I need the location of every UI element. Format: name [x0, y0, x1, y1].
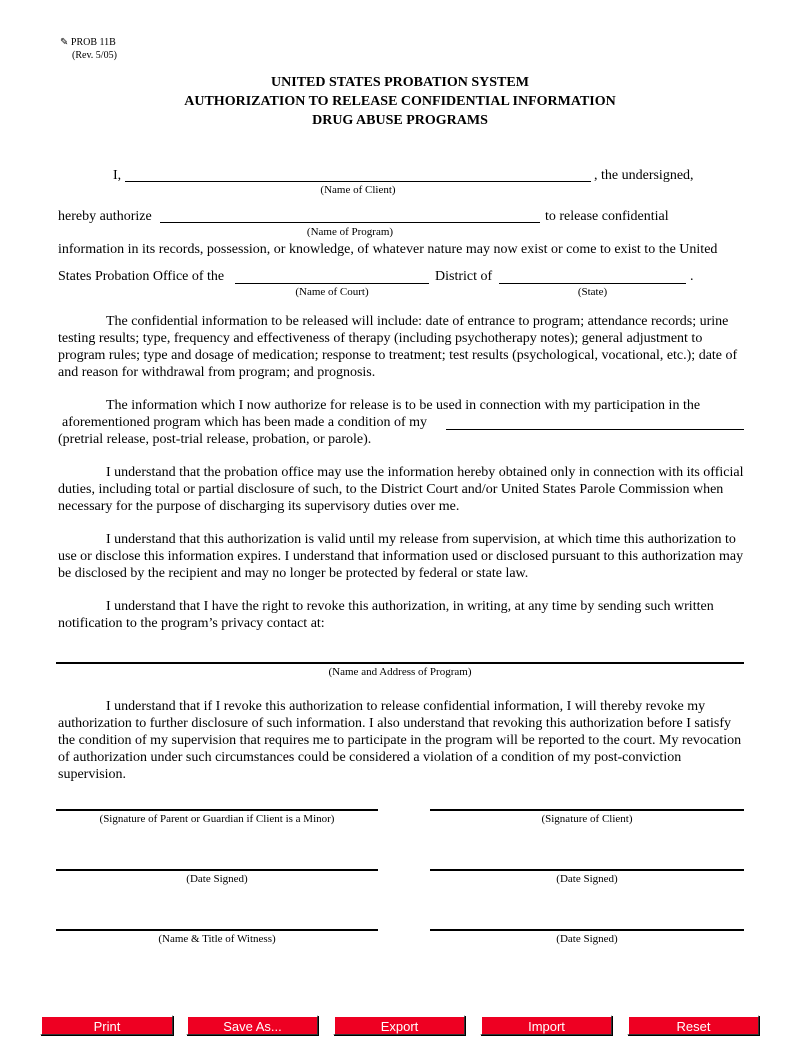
court-name-caption: (Name of Court): [295, 286, 369, 298]
paragraph-probation-use: I understand that the probation office may use the information hereby obtained only in connection with its official duties, including total or partial disclosure of such, to the District Court and/or United States Parole Commission when necessary for the purpose of discharging its supervisory duties over me.: [58, 465, 744, 514]
to-release-label: to release confidential: [545, 209, 669, 224]
program-address-field[interactable]: [56, 662, 744, 664]
date-signed-right-caption: (Date Signed): [556, 873, 618, 885]
paragraph-condition: aforementioned program which has been made a condition of my: [62, 415, 428, 430]
date-signed-left-field[interactable]: [56, 869, 378, 871]
print-button[interactable]: Print: [40, 1015, 173, 1035]
save-as-button[interactable]: Save As...: [186, 1015, 318, 1035]
paragraph-authorize-use: The information which I now authorize for release is to be used in connection with my participation in the: [106, 398, 701, 413]
parent-signature-field[interactable]: [56, 809, 378, 811]
court-name-field[interactable]: [235, 283, 429, 284]
date-signed-left-caption: (Date Signed): [186, 873, 248, 885]
witness-caption: (Name & Title of Witness): [158, 933, 276, 945]
title-line-3: DRUG ABUSE PROGRAMS: [312, 113, 488, 128]
state-field[interactable]: [499, 283, 686, 284]
undersigned-label: , the undersigned,: [594, 168, 694, 183]
information-text: information in its records, possession, or knowledge, of whatever nature may now exist or come to exist to the United: [58, 242, 718, 257]
client-signature-field[interactable]: [430, 809, 744, 811]
form-id: ✎ PROB 11B (Rev. 5/05): [60, 37, 117, 61]
client-signature-caption: (Signature of Client): [541, 813, 633, 825]
export-button[interactable]: Export: [333, 1015, 465, 1035]
paragraph-information-released: The confidential information to be released will include: date of entrance to program; attendance records; urine testing results; type, frequency and effectiveness of therapy (including psychotherapy notes); general adjustment to program rules; type and dosage of medication; response to treatment; test results (psychological, vocational, etc.); date of and reason for withdrawal from program; and prognosis.: [58, 314, 738, 380]
reset-button[interactable]: Reset: [627, 1015, 759, 1035]
parent-signature-caption: (Signature of Parent or Guardian if Client is a Minor): [99, 813, 335, 825]
client-name-field[interactable]: [125, 181, 591, 182]
witness-date-field[interactable]: [430, 929, 744, 931]
probation-office-label: States Probation Office of the: [58, 269, 225, 284]
program-name-field[interactable]: [160, 222, 540, 223]
client-name-caption: (Name of Client): [320, 184, 396, 196]
title-line-1: UNITED STATES PROBATION SYSTEM: [271, 75, 529, 90]
title-line-2: AUTHORIZATION TO RELEASE CONFIDENTIAL INFORMATION: [184, 94, 616, 109]
period: .: [690, 269, 694, 284]
paragraph-condition-options: (pretrial release, post-trial release, probation, or parole).: [58, 432, 372, 447]
program-address-caption: (Name and Address of Program): [328, 666, 472, 678]
import-button[interactable]: Import: [480, 1015, 612, 1035]
pencil-icon: ✎: [60, 37, 69, 48]
state-caption: (State): [577, 286, 608, 298]
date-signed-right-field[interactable]: [430, 869, 744, 871]
paragraph-validity: I understand that this authorization is valid until my release from supervision, at which time this authorization to use or disclose this information expires. I understand that information used or disclosed pursuant to this authorization may be disclosed by the recipient and may no longer be protected by federal or state law.: [58, 532, 744, 581]
paragraph-revocation: I understand that if I revoke this authorization to release confidential information, I will thereby revoke my authorization to further disclosure of such information. I also understand that revoking this authorization before I satisfy the condition of my supervision that requires me to participate in the program will be reported to the court. My revocation of authorization under such circumstances could be considered a violation of a condition of my post-conviction supervision.: [58, 699, 742, 782]
program-name-caption: (Name of Program): [306, 226, 394, 238]
district-of-label: District of: [435, 269, 493, 284]
hereby-authorize-label: hereby authorize: [58, 209, 152, 224]
witness-field[interactable]: [56, 929, 378, 931]
i-label: I,: [113, 168, 122, 183]
condition-field[interactable]: [446, 429, 744, 430]
paragraph-revoke-right: I understand that I have the right to revoke this authorization, in writing, at any time by sending such written notification to the program’s privacy contact at:: [58, 599, 714, 631]
witness-date-caption: (Date Signed): [556, 933, 618, 945]
